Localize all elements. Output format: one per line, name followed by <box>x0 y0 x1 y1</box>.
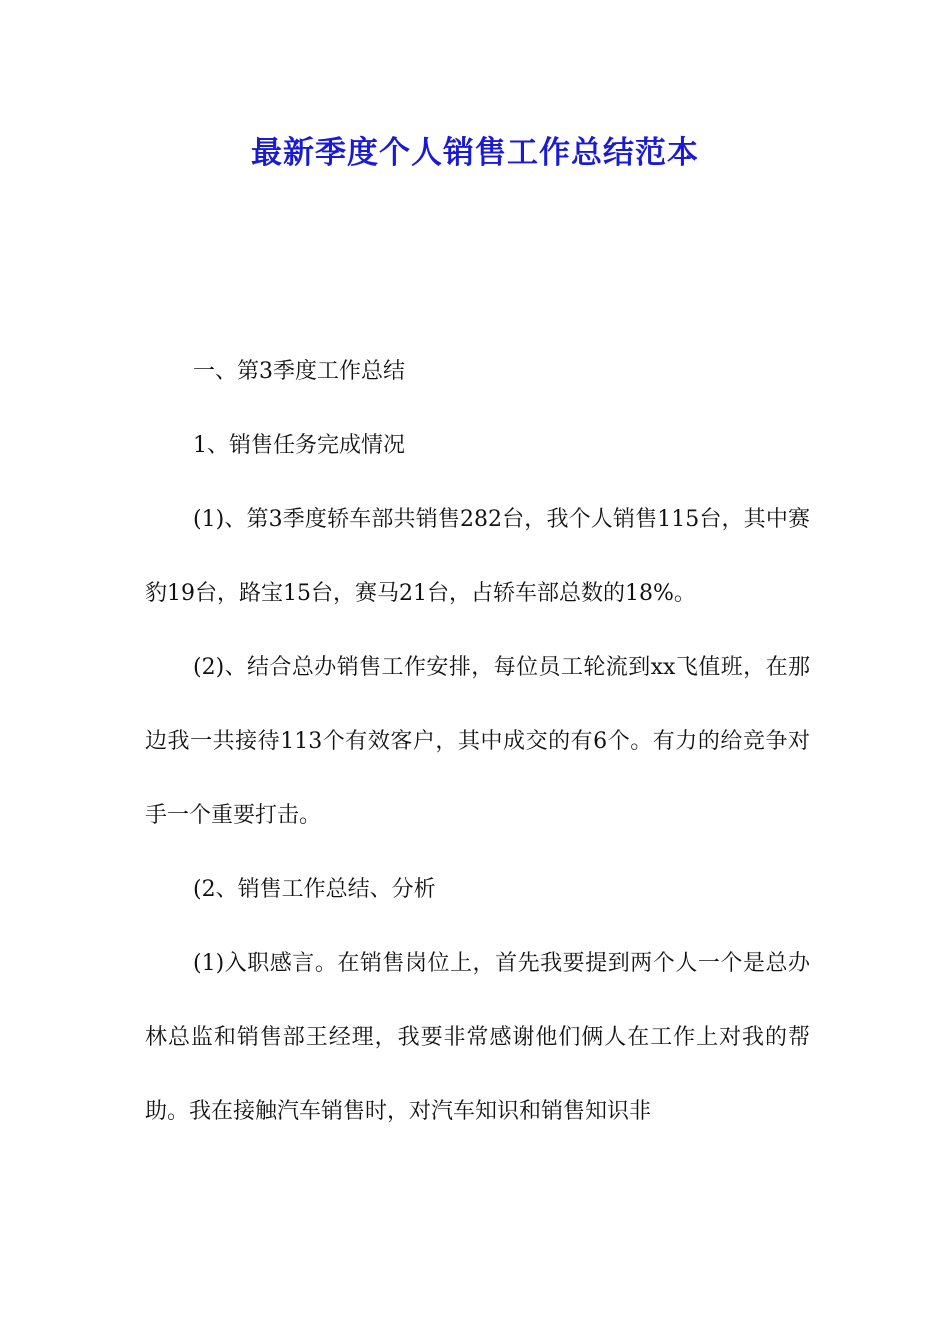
document-title: 最新季度个人销售工作总结范本 <box>251 135 699 171</box>
paragraph-duty-shift: (2)、结合总办销售工作安排，每位员工轮流到xx飞值班，在那边我一共接待113个有效客户，其中成交的有6个。有力的给竞争对手一个重要打击。 <box>145 655 810 828</box>
section-heading: 一、第3季度工作总结 <box>193 359 405 384</box>
paragraph-sales-figures: (1)、第3季度轿车部共销售282台，我个人销售115台，其中赛豹19台，路宝15台，赛马21台，占轿车部总数的18%。 <box>145 507 810 606</box>
document-body <box>145 335 810 1149</box>
paragraph-entry-remarks: (1)入职感言。在销售岗位上，首先我要提到两个人一个是总办林总监和销售部王经理，我要非常感谢他们俩人在工作上对我的帮助。我在接触汽车销售时，对汽车知识和销售知识非 <box>145 951 810 1124</box>
subsection-heading-analysis: (2、销售工作总结、分析 <box>193 877 436 902</box>
subsection-heading: 1、销售任务完成情况 <box>193 433 405 458</box>
